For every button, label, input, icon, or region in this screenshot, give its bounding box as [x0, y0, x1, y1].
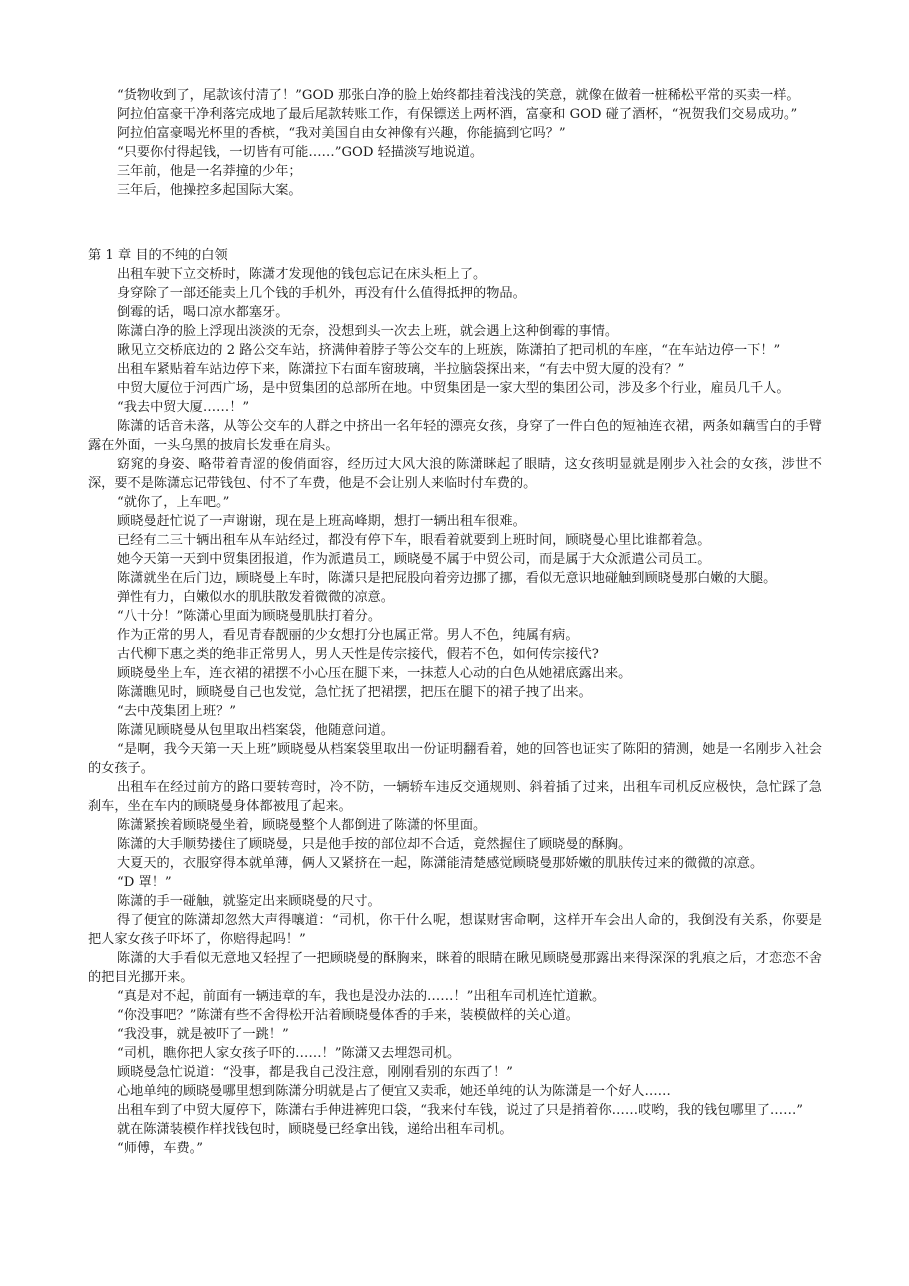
prologue-paragraph: 阿拉伯富豪干净利落完成地了最后尾款转账工作，有保镖送上两杯酒，富豪和 GOD 碰了酒杯，“祝贺我们交易成功。” — [117, 107, 798, 122]
prologue-paragraph: “货物收到了，尾款该付清了！”GOD 那张白净的脸上始终都挂着浅浅的笑意，就像在做着一桩稀松平常的买卖一样。 — [117, 88, 800, 103]
body-paragraph: 顾晓曼急忙说道：“没事，都是我自己没注意，刚刚看别的东西了！” — [117, 1065, 513, 1080]
body-paragraph: 陈潇见顾晓曼从包里取出档案袋，他随意问道。 — [117, 723, 394, 738]
body-paragraph: “D 罩！” — [117, 875, 172, 890]
body-paragraph: 已经有二三十辆出租车从车站经过，都没有停下车，眼看着就要到上班时间，顾晓曼心里比谁都着急。 — [117, 533, 711, 548]
body-paragraph: 出租车驶下立交桥时，陈潇才发现他的钱包忘记在床头柜上了。 — [117, 267, 487, 282]
body-paragraph: 身穿除了一部还能卖上几个钱的手机外，再没有什么值得抵押的物品。 — [117, 286, 526, 301]
body-paragraph: “真是对不起，前面有一辆违章的车，我也是没办法的……！”出租车司机连忙道歉。 — [117, 989, 606, 1004]
body-paragraph: 陈潇的话音未落，从等公交车的人群之中挤出一名年轻的漂亮女孩，身穿了一件白色的短袖连衣裙，两条如藕雪白的手臂露在外面，一头乌黑的披肩长发垂在肩头。 — [88, 419, 822, 453]
body-paragraph: 出租车在经过前方的路口要转弯时，冷不防，一辆轿车违反交通规则、斜着插了过来，出租车司机反应极快，急忙踩了急刹车，坐在车内的顾晓曼身体都被甩了起来。 — [88, 780, 822, 814]
prologue-section — [88, 86, 822, 200]
body-paragraph: 倒霉的话，喝口凉水都塞牙。 — [117, 305, 289, 320]
body-paragraph: 陈潇的大手看似无意地又轻捏了一把顾晓曼的酥胸来，眯着的眼睛在瞅见顾晓曼那露出来得深深的乳痕之后，才恋恋不舍的把目光挪开来。 — [88, 951, 822, 985]
chapter-body — [88, 265, 822, 1158]
body-paragraph: 顾晓曼赶忙说了一声谢谢，现在是上班高峰期，想打一辆出租车很难。 — [117, 514, 526, 529]
body-paragraph: 中贸大厦位于河西广场，是中贸集团的总部所在地。中贸集团是一家大型的集团公司，涉及多个行业，雇员几千人。 — [117, 381, 790, 396]
prologue-paragraph: 阿拉伯富豪喝光杯里的香槟，“我对美国自由女神像有兴趣，你能搞到它吗？” — [117, 126, 566, 141]
body-paragraph: 得了便宜的陈潇却忽然大声得嚷道：“司机，你干什么呢，想谋财害命啊，这样开车会出人命的，我倒没有关系，你要是把人家女孩子吓坏了，你赔得起吗！” — [88, 913, 822, 947]
body-paragraph: 出租车紧贴着车站边停下来，陈潇拉下右面车窗玻璃，半拉脑袋探出来，“有去中贸大厦的没有？” — [117, 362, 685, 377]
body-paragraph: 作为正常的男人，看见青春靓丽的少女想打分也属正常。男人不色，纯属有病。 — [117, 628, 579, 643]
body-paragraph: 古代柳下惠之类的绝非正常男人，男人天性是传宗接代，假若不色，如何传宗接代? — [117, 647, 599, 662]
body-paragraph: 顾晓曼坐上车，连衣裙的裙摆不小心压在腿下来，一抹惹人心动的白色从她裙底露出来。 — [117, 666, 632, 681]
body-paragraph: 大夏天的，衣服穿得本就单薄，俩人又紧挤在一起，陈潇能清楚感觉顾晓曼那娇嫩的肌肤传过来的微微的凉意。 — [117, 856, 764, 871]
body-paragraph: “司机，瞧你把人家女孩子吓的……！”陈潇又去埋怨司机。 — [117, 1046, 461, 1061]
body-paragraph: “你没事吧？”陈潇有些不舍得松开沾着顾晓曼体香的手来，装模做样的关心道。 — [117, 1008, 579, 1023]
body-paragraph: “就你了，上车吧。” — [117, 495, 230, 510]
prologue-paragraph: “只要你付得起钱，一切皆有可能……”GOD 轻描淡写地说道。 — [117, 145, 484, 160]
body-paragraph: 就在陈潇装模作样找钱包时，顾晓曼已经拿出钱，递给出租车司机。 — [117, 1122, 513, 1137]
body-paragraph: “八十分！”陈潇心里面为顾晓曼肌肤打着分。 — [117, 609, 382, 624]
body-paragraph: 出租车到了中贸大厦停下，陈潇右手伸进裤兜口袋，“我来付车钱，说过了只是捎着你……哎哟，我的钱包哪里了……” — [117, 1103, 804, 1118]
body-paragraph: “去中茂集团上班？” — [117, 704, 236, 719]
section-gap — [88, 200, 822, 246]
body-paragraph: 陈潇瞧见时，顾晓曼自己也发觉，急忙抚了把裙摆，把压在腿下的裙子拽了出来。 — [117, 685, 592, 700]
body-paragraph: 陈潇的手一碰触，就鉴定出来顾晓曼的尺寸。 — [117, 894, 381, 909]
document-page — [88, 86, 822, 1158]
body-paragraph: “是啊，我今天第一天上班”顾晓曼从档案袋里取出一份证明翻看着，她的回答也证实了陈阳的猜测，她是一名刚步入社会的女孩子。 — [88, 742, 822, 776]
body-paragraph: 窈窕的身姿、略带着青涩的俊俏面容，经历过大风大浪的陈潇眯起了眼睛，这女孩明显就是刚步入社会的女孩，涉世不深，要不是陈潇忘记带钱包、付不了车费，他是不会让别人来临时付车费的。 — [88, 457, 822, 491]
chapter-title: 第 1 章 目的不纯的白领 — [88, 248, 228, 263]
body-paragraph: 陈潇的大手顺势搂住了顾晓曼，只是他手按的部位却不合适，竟然握住了顾晓曼的酥胸。 — [117, 837, 632, 852]
body-paragraph: 她今天第一天到中贸集团报道，作为派遣员工，顾晓曼不属于中贸公司，而是属于大众派遣公司员工。 — [117, 552, 711, 567]
body-paragraph: 心地单纯的顾晓曼哪里想到陈潇分明就是占了便宜又卖乖，她还单纯的认为陈潇是一个好人…… — [117, 1084, 671, 1099]
prologue-paragraph: 三年前，他是一名莽撞的少年； — [117, 164, 302, 179]
body-paragraph: 陈潇白净的脸上浮现出淡淡的无奈，没想到头一次去上班，就会遇上这种倒霉的事情。 — [117, 324, 619, 339]
body-paragraph: 瞅见立交桥底边的 2 路公交车站，挤满伸着脖子等公交车的上班族，陈潇拍了把司机的车座，“在车站边停一下！” — [117, 343, 781, 358]
body-paragraph: 弹性有力，白嫩似水的肌肤散发着微微的凉意。 — [117, 590, 394, 605]
prologue-paragraph: 三年后，他操控多起国际大案。 — [117, 183, 302, 198]
body-paragraph: “我去中贸大厦……！” — [117, 400, 250, 415]
body-paragraph: “我没事，就是被吓了一跳！” — [117, 1027, 289, 1042]
body-paragraph: 陈潇紧挨着顾晓曼坐着，顾晓曼整个人都倒进了陈潇的怀里面。 — [117, 818, 487, 833]
body-paragraph: 陈潇就坐在后门边，顾晓曼上车时，陈潇只是把屁股向着旁边挪了挪，看似无意识地碰触到顾晓曼那白嫩的大腿。 — [117, 571, 777, 586]
body-paragraph: “师傅，车费。” — [117, 1141, 204, 1156]
